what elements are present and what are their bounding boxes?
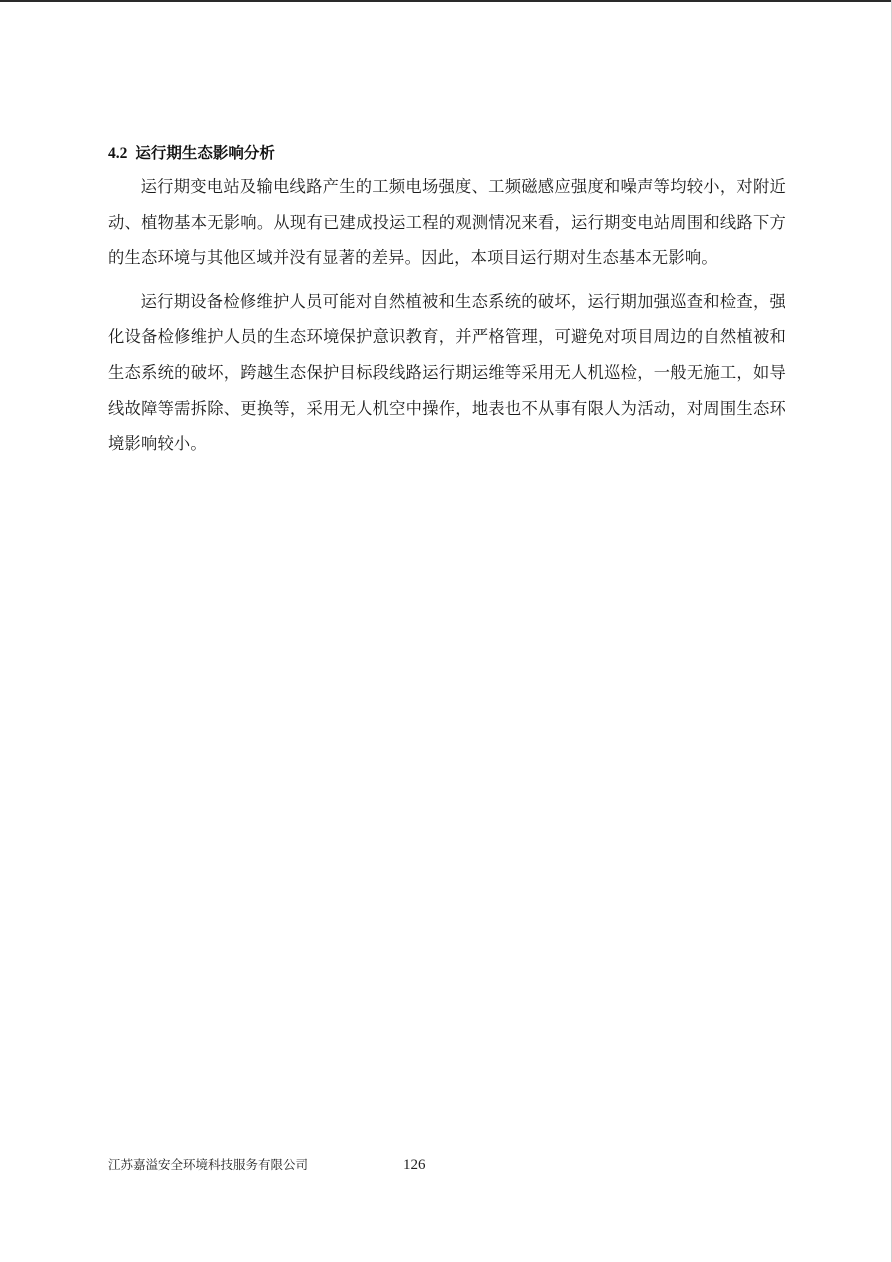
page-body — [108, 140, 786, 470]
page-footer — [108, 1152, 786, 1176]
footer-company-name: 江苏嘉溢安全环境科技服务有限公司 — [108, 1157, 309, 1172]
paragraph-2: 运行期设备检修维护人员可能对自然植被和生态系统的破坏，运行期加强巡查和检查，强化设备检修维护人员的生态环境保护意识教育，并严格管理，可避免对项目周边的自然植被和生态系统的破坏，跨越生态保护目标段线路运行期运维等采用无人机巡检，一般无施工，如导线故障等需拆除、更换等，采用无人机空中操作，地表也不从事有限人为活动，对周围生态环境影响较小。 — [108, 291, 786, 454]
section-title: 运行期生态影响分析 — [135, 143, 275, 162]
paragraph-1: 运行期变电站及输电线路产生的工频电场强度、工频磁感应强度和噪声等均较小，对附近动、植物基本无影响。从现有已建成投运工程的观测情况来看，运行期变电站周围和线路下方的生态环境与其他区域并没有显著的差异。因此，本项目运行期对生态基本无影响。 — [108, 177, 786, 268]
section-heading — [108, 140, 786, 167]
top-border-line — [0, 0, 892, 2]
section-number: 4.2 — [108, 145, 128, 162]
footer-page-number: 126 — [403, 1157, 426, 1173]
